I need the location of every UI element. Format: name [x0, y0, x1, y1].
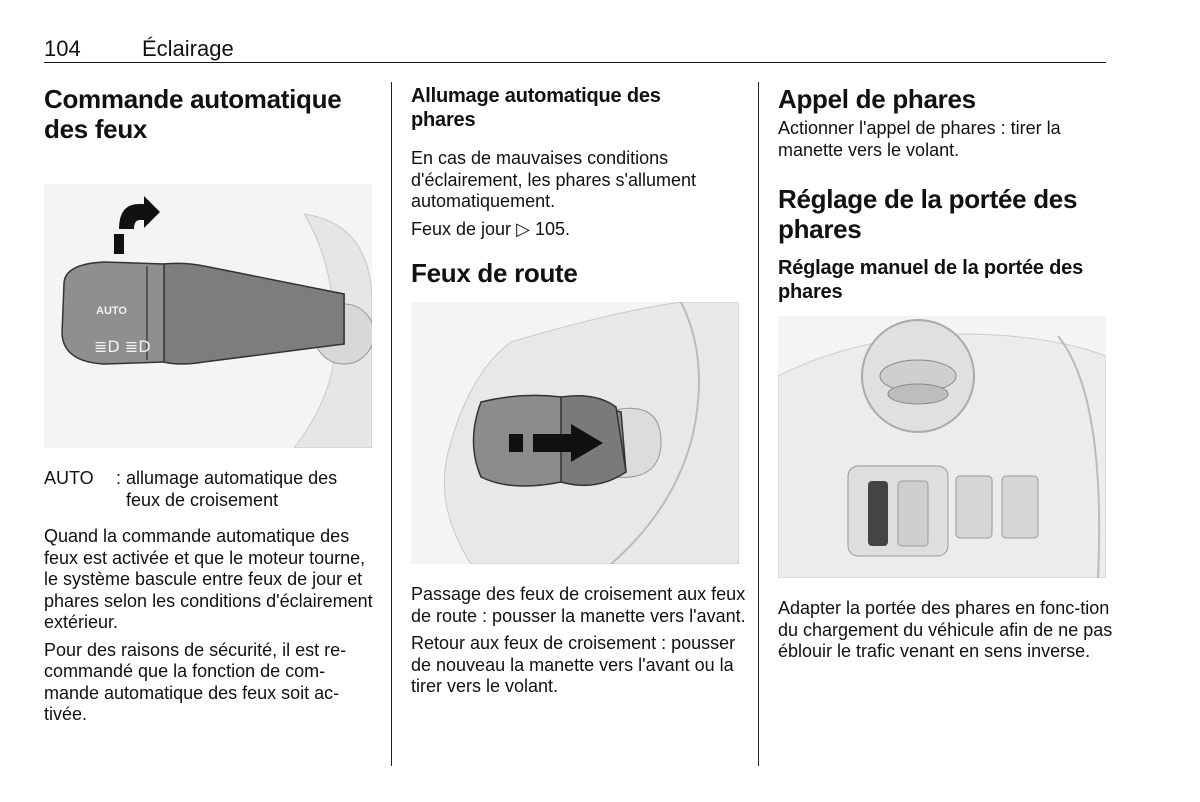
definition-separator: :	[116, 468, 122, 488]
column-divider	[391, 82, 392, 766]
paragraph: Actionner l'appel de phares : tirer la manette vers le volant.	[778, 118, 1061, 160]
figure-light-switch-stalk	[44, 184, 372, 448]
column-right	[778, 84, 1113, 663]
arrow-right-icon: ▷	[516, 218, 530, 239]
subheading-reglage-manuel: Réglage manuel de la portée des phares	[778, 257, 1084, 303]
page-header	[44, 34, 1106, 63]
svg-text:≣D ≣D: ≣D ≣D	[94, 337, 151, 356]
subheading-allumage-automatique: Allumage automatique des phares	[411, 85, 661, 131]
auto-label: AUTO	[96, 305, 127, 317]
paragraph: Retour aux feux de croisement : pousser de nouveau la manette vers l'avant ou la tirer vers le volant.	[411, 633, 736, 696]
paragraph: Quand la commande automatique des feux est activée et que le moteur tourne, le système bascule entre feux de jour et phares selon les conditions d'éclairement extérieur.	[44, 526, 373, 632]
column-middle	[411, 84, 746, 698]
cross-reference	[411, 219, 741, 241]
xref-page: 105.	[534, 218, 570, 239]
section-title: Éclairage	[142, 36, 234, 61]
page-number: 104	[44, 36, 81, 61]
paragraph: En cas de mauvaises conditions d'éclairement, les phares s'allument automatiquement.	[411, 148, 697, 211]
paragraph: Passage des feux de croisement aux feux de route : pousser la manette vers l'avant.	[411, 584, 746, 626]
heading-commande-automatique: Commande automatique des feux	[44, 84, 342, 144]
paragraph: Adapter la portée des phares en fonc‐tion du chargement du véhicule afin de ne pas éblouir le trafic venant en sens inverse.	[778, 598, 1113, 661]
definition-auto	[44, 468, 374, 511]
heading-appel-de-phares: Appel de phares	[778, 84, 976, 114]
definition-text: allumage automatique des feux de croisement	[126, 468, 338, 510]
figure-high-beam-stalk	[411, 302, 739, 564]
figure-headlight-range-control	[778, 316, 1106, 578]
heading-feux-de-route: Feux de route	[411, 258, 578, 288]
column-divider	[758, 82, 759, 766]
xref-text: Feux de jour	[411, 218, 512, 239]
heading-reglage-portee: Réglage de la portée des phares	[778, 184, 1078, 244]
definition-term: AUTO	[44, 468, 94, 488]
paragraph: Pour des raisons de sécurité, il est re‐commandé que la fonction de com‐mande automatique des feux soit ac‐tivée.	[44, 639, 347, 724]
column-left	[44, 84, 374, 726]
